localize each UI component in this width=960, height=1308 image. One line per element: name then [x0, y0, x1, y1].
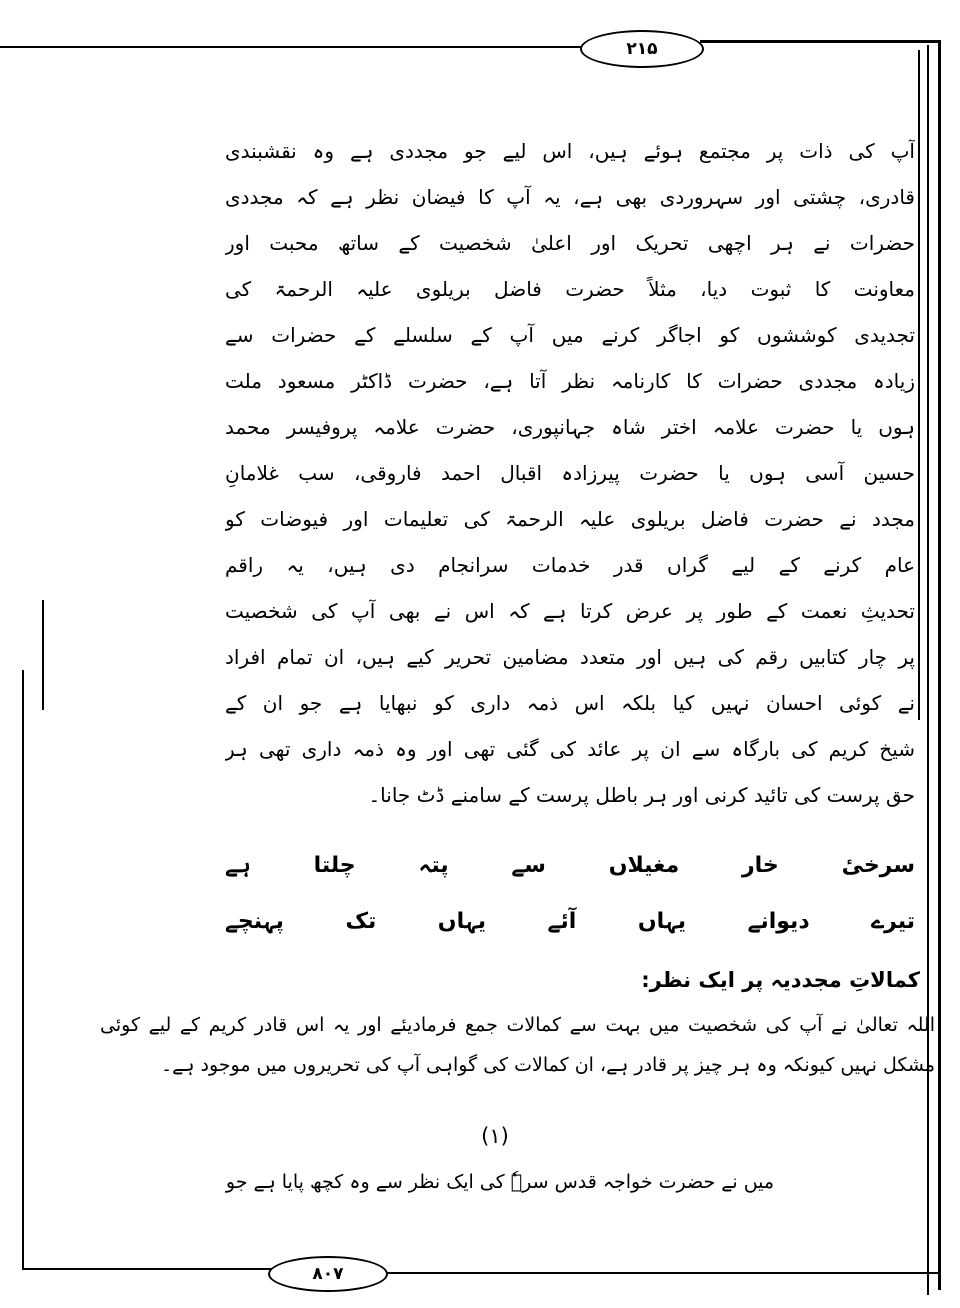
paragraph-line: تجدیدی کوششوں کو اجاگر کرنے میں آپ کے سلسلے کے حضرات سے	[225, 323, 915, 347]
paragraph-line: آپ کی ذات پر مجتمع ہوئے ہیں، اس لیے جو مجددی ہے وہ نقشبندی	[225, 139, 915, 163]
right-border-outer	[938, 40, 941, 1290]
paragraph-line: تحدیثِ نعمت کے طور پر عرض کرتا ہے کہ اس نے بھی آپ کی شخصیت	[225, 599, 915, 623]
main-paragraph	[225, 128, 915, 818]
footer-page-number-text: ۸۰۷	[312, 1264, 344, 1284]
top-border-line	[0, 46, 590, 48]
bottom-border-line-right	[380, 1272, 940, 1274]
paragraph-line: حضرات نے ہر اچھی تحریک اور اعلیٰ شخصیت کے ساتھ محبت اور	[225, 231, 915, 255]
section-heading	[500, 960, 920, 1000]
section-number-text: (۱)	[481, 1124, 509, 1148]
section-heading-text: کمالاتِ مجددیہ پر ایک نظر:	[641, 968, 920, 992]
paragraph-line: نے کوئی احسان نہیں کیا بلکہ اس ذمہ داری کو نبھایا ہے جو ان کے	[225, 691, 915, 715]
paragraph-line: شیخ کریم کی بارگاہ سے ان پر عائد کی گئی تھی اور وہ ذمہ داری تھی ہر	[225, 737, 915, 761]
paragraph-line: عام کرنے کے لیے گراں قدر خدمات سرانجام دی ہیں، یہ راقم	[225, 553, 915, 577]
paragraph-line: مجدد نے حضرت فاضل بریلوی علیہ الرحمۃ کی تعلیمات اور فیوضات کو	[225, 507, 915, 531]
paragraph-line: حق پرست کی تائید کرنی اور ہر باطل پرست کے سامنے ڈٹ جانا۔	[368, 783, 915, 807]
section-number	[430, 1118, 560, 1154]
couplet-line: سرخیٔ خار مغیلاں سے پتہ چلتا ہے	[225, 853, 915, 878]
paragraph-line: ہوں یا حضرت علامہ اختر شاہ جہانپوری، حضرت علامہ پروفیسر محمد	[225, 415, 915, 439]
paragraph-line: پر چار کتابیں رقم کی ہیں اور متعدد مضامین تحریر کیے ہیں، ان تمام افراد	[225, 645, 915, 669]
header-page-number	[580, 30, 704, 68]
top-border-line-right	[700, 40, 940, 43]
last-line-text: میں نے حضرت خواجہ قدس سرہٗ کی ایک نظر سے وہ کچھ پایا ہے جو	[225, 1171, 775, 1193]
section-body	[100, 1005, 935, 1085]
couplet	[225, 838, 915, 950]
paragraph-line: حسین آسی ہوں یا حضرت پیرزادہ اقبال احمد فاروقی، سب غلامانِ	[225, 461, 915, 485]
right-border-mid	[927, 45, 929, 1295]
paragraph-line: قادری، چشتی اور سہروردی بھی ہے، یہ آپ کا فیضان نظر ہے کہ مجددی	[225, 185, 915, 209]
section-line: اللہ تعالیٰ نے آپ کی شخصیت میں بہت سے کمالات جمع فرمادیئے اور یہ اس قادر کریم کے لیے کوئی	[100, 1014, 935, 1036]
left-border-line-inner	[42, 600, 44, 710]
couplet-line: تیرے دیوانے یہاں آئے یہاں تک پہنچے	[225, 909, 915, 934]
last-line	[200, 1162, 800, 1202]
footer-page-number	[268, 1256, 388, 1292]
bottom-border-line	[22, 1268, 272, 1270]
paragraph-line: معاونت کا ثبوت دیا، مثلاً حضرت فاضل بریلوی علیہ الرحمۃ کی	[225, 277, 915, 301]
section-line: مشکل نہیں کیونکہ وہ ہر چیز پر قادر ہے، ان کمالات کی گواہی آپ کی تحریروں میں موجود ہے۔	[161, 1054, 935, 1076]
paragraph-line: زیادہ مجددی حضرات کا کارنامہ نظر آتا ہے، حضرت ڈاکٹر مسعود ملت	[225, 369, 915, 393]
right-border-inner	[918, 50, 920, 720]
left-border-line	[22, 670, 24, 1270]
header-page-number-text: ۲۱۵	[626, 39, 658, 59]
